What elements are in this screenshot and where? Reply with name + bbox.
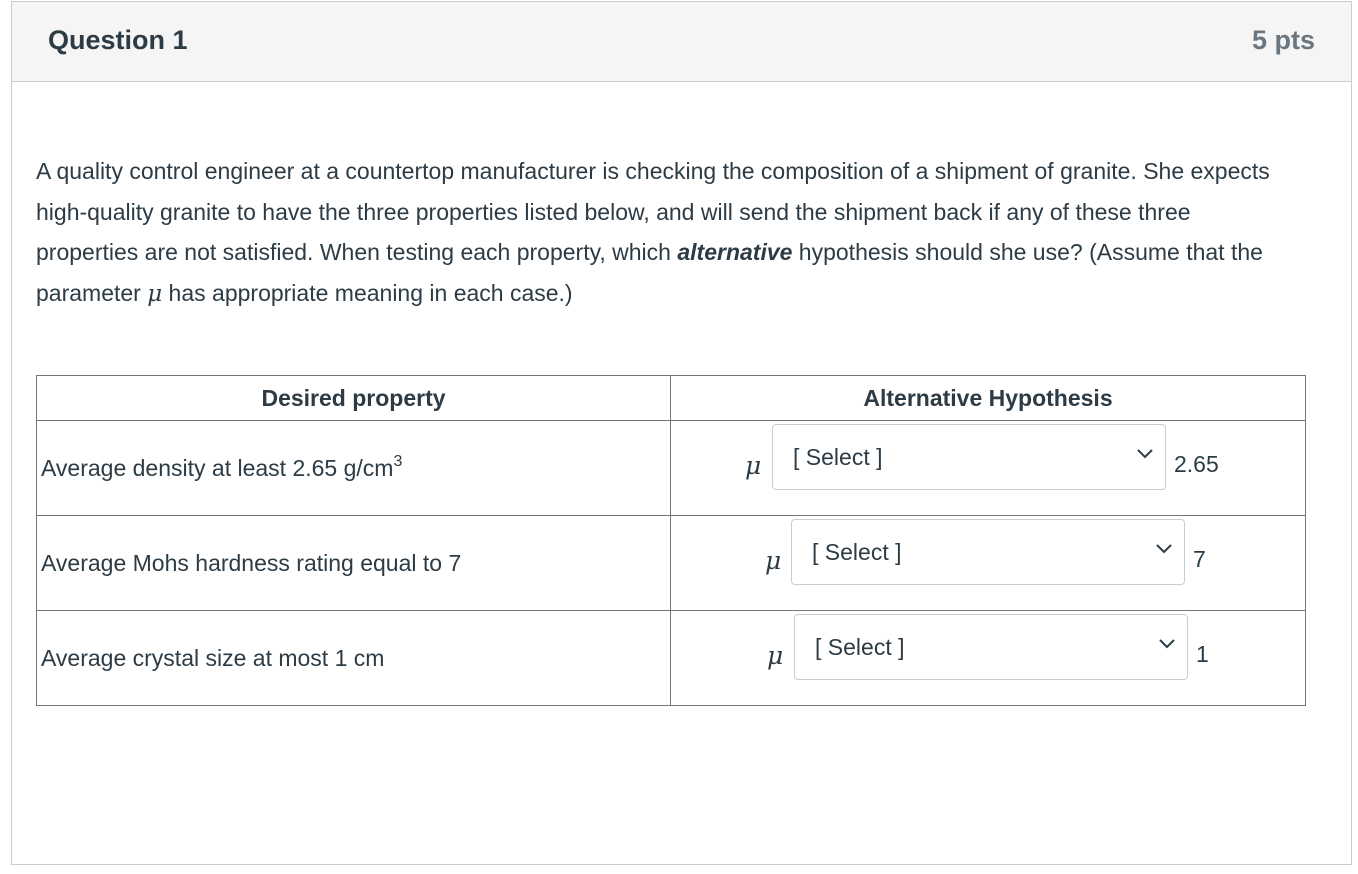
question-text-part3: has appropriate meaning in each case.) [162,279,573,306]
question-text-part2: hypothesis should she use? (Assume that the parameter [36,239,1263,306]
table-row [37,516,1306,611]
hypothesis-value: 1 [1196,641,1209,667]
hypothesis-select[interactable] [772,424,1166,490]
hypothesis-value: 2.65 [1174,451,1219,477]
table-row [37,421,1306,516]
select-label: [ Select ] [793,444,883,470]
hypothesis-cell [671,611,1306,706]
property-text: Average Mohs hardness rating equal to 7 [41,549,462,576]
hypothesis-table [36,375,1306,706]
mu-symbol: μ [767,641,784,670]
hypothesis-cell [671,421,1306,516]
header-alternative-hypothesis: Alternative Hypothesis [671,376,1306,421]
chevron-down-icon [1159,639,1175,649]
property-text: Average crystal size at most 1 cm [41,644,385,671]
mu-symbol: μ [745,451,762,480]
property-text: Average density at least 2.65 g/cm [41,454,394,481]
question-points: 5 pts [1251,25,1315,55]
table-header-row [37,376,1306,421]
hypothesis-select[interactable] [794,614,1188,680]
chevron-down-icon [1137,449,1153,459]
question-title: Question 1 [48,25,188,55]
property-cell [37,611,671,706]
question-text-part1: A quality control engineer at a countertop manufacturer is checking the composition of a shipment of granite. She expects high-quality granite to have the three properties listed below, and will send the shipment back if any of these three properties are not satisfied. When testing each property, which [36,158,1270,265]
select-label: [ Select ] [815,634,905,660]
mu-symbol: μ [765,546,782,575]
select-label: [ Select ] [812,539,902,565]
property-superscript: 3 [393,452,403,470]
hypothesis-select[interactable] [791,519,1185,585]
property-cell [37,516,671,611]
question-header [12,2,1351,82]
chevron-down-icon [1156,544,1172,554]
question-text-emphasis: alternative [677,239,793,265]
header-desired-property: Desired property [37,376,671,421]
mu-symbol: μ [147,280,163,307]
property-cell [37,421,671,516]
hypothesis-value: 7 [1193,546,1206,572]
hypothesis-cell [671,516,1306,611]
table-row [37,611,1306,706]
question-text [36,151,1286,314]
